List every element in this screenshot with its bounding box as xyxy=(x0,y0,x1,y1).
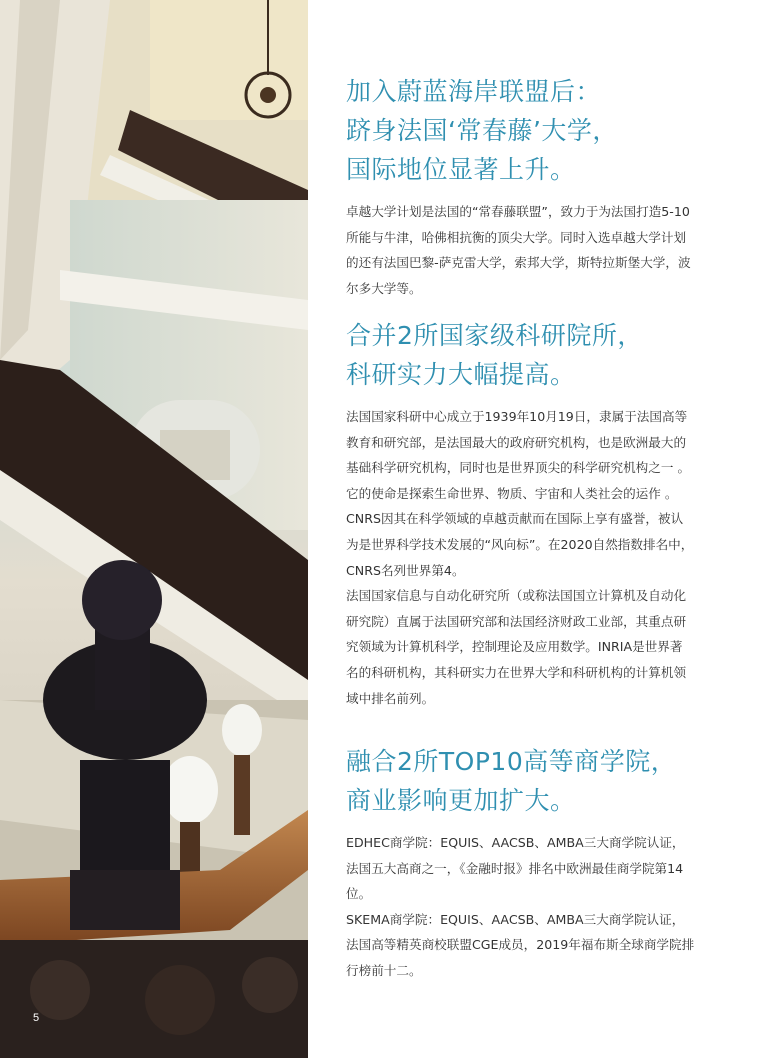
section-business-schools xyxy=(346,742,718,984)
section-heading: 融合2所TOP10高等商学院， 商业影响更加扩大。 xyxy=(346,747,677,815)
section-alliance xyxy=(346,72,718,301)
page-number: 5 xyxy=(33,1012,40,1024)
section-heading: 加入蔚蓝海岸联盟后： 跻身法国‘常春藤’大学， 国际地位显著上升。 xyxy=(346,77,618,184)
section-heading: 合并2所国家级科研院所， 科研实力大幅提高。 xyxy=(346,321,643,389)
staircase-photo xyxy=(0,0,308,1058)
section-research xyxy=(346,316,718,711)
edhec-paragraph: EDHEC商学院：EQUIS、AACSB、AMBA三大商学院认证， 法国五大高商之一，《金融时报》排名中欧洲最佳商学院第14 位。 xyxy=(346,835,685,902)
staircase-illustration xyxy=(0,0,308,1058)
section-paragraph: 卓越大学计划是法国的“常春藤联盟”，致力于为法国打造5-10 所能与牛津，哈佛相抗衡的顶尖大学。同时入选卓越大学计划 的还有法国巴黎-萨克雷大学，索邦大学，斯特拉斯堡大学，波 尔多大学等。 xyxy=(346,204,691,296)
inria-paragraph: 法国国家信息与自动化研究所（或称法国国立计算机及自动化 研究院）直属于法国研究部和法国经济财政工业部，其重点研 究领域为计算机科学，控制理论及应用数学。INRIA是世界著 名的科研机构，其科研实力在世界大学和科研机构的计算机领 域中排名前列。 xyxy=(346,588,687,706)
skema-paragraph: SKEMA商学院：EQUIS、AACSB、AMBA三大商学院认证， 法国高等精英商校联盟CGE成员，2019年福布斯全球商学院排 行榜前十二。 xyxy=(346,911,695,978)
cnrs-paragraph: 法国国家科研中心成立于1939年10月19日，隶属于法国高等 教育和研究部，是法国最大的政府研究机构，也是欧洲最大的 基础科学研究机构，同时也是世界顶尖的科学研究机构之一 。 它的使命是探索生命世界、物质、宇宙和人类社会的运作 。 CNRS因其在科学领域的卓越贡献而在国际上享有盛誉，被认 为是世界科学技术发展的“风向标”。在2020自然指数排名中， CNRS名列世界第4。 xyxy=(346,409,694,578)
